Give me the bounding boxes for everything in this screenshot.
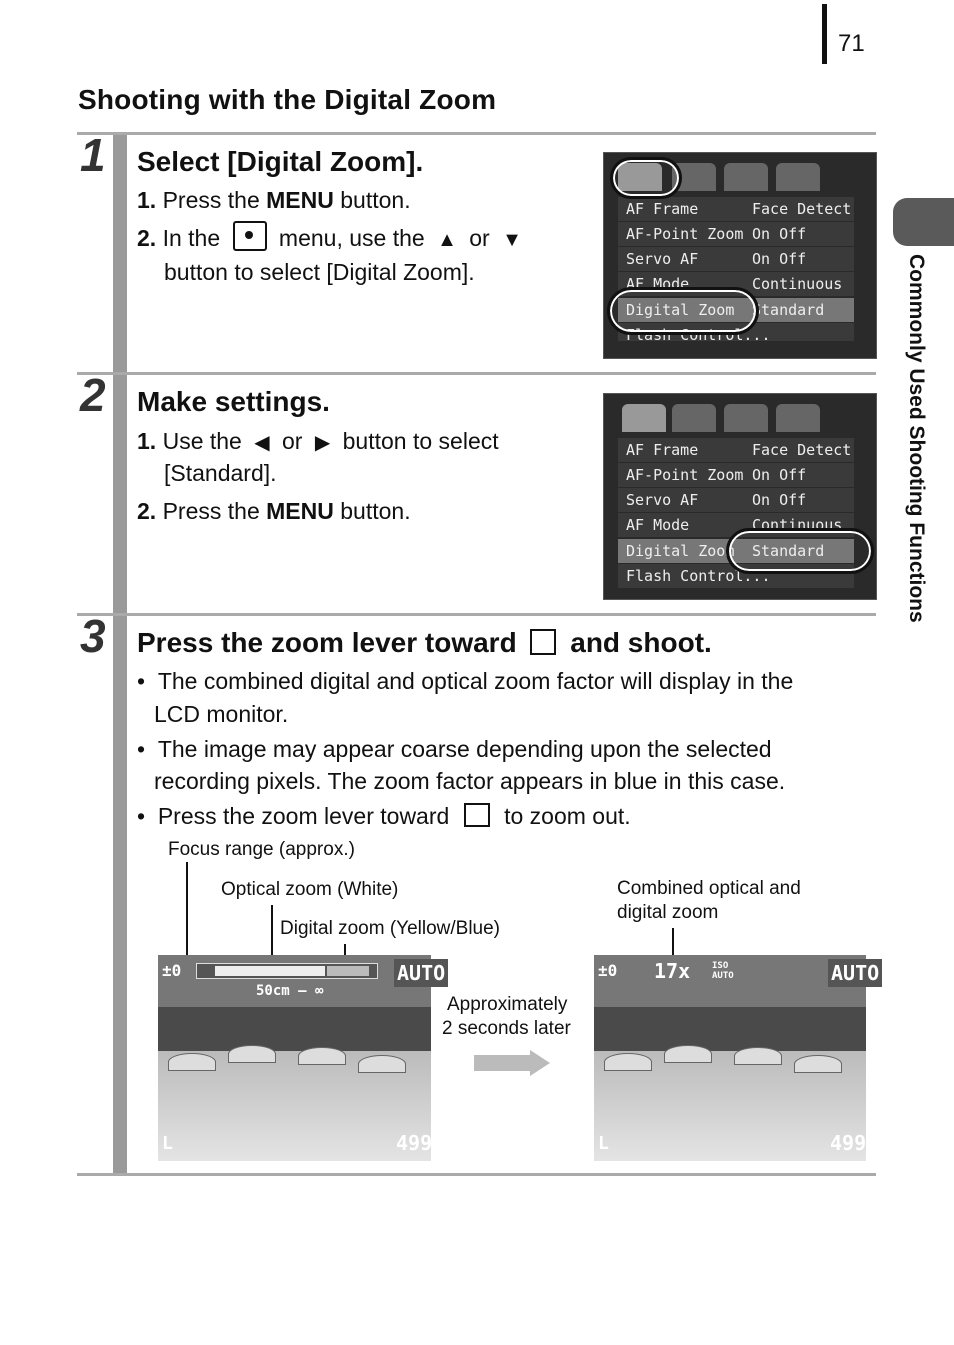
menu-row: AF Frame Face Detect <box>618 438 854 462</box>
hud-focus-range: 50cm – ∞ <box>256 983 324 999</box>
down-arrow-icon: ▼ <box>502 229 522 251</box>
step2-line3: 2. Press the MENU button. <box>137 498 411 524</box>
rule-step2 <box>77 372 876 375</box>
umbrella <box>298 1047 346 1065</box>
step3-bullet3: • Press the zoom lever toward to zoom out. <box>137 803 631 829</box>
side-tab-marker <box>893 198 954 246</box>
step3-bullet1: • The combined digital and optical zoom factor will display in the <box>137 668 794 694</box>
menu-row: Servo AF On Off <box>618 488 854 512</box>
digital-zoom-label: Digital zoom (Yellow/Blue) <box>280 918 501 939</box>
highlight-ellipse <box>610 157 682 199</box>
step1-line3: button to select [Digital Zoom]. <box>164 259 475 285</box>
menu-row: AF-Point Zoom On Off <box>618 463 854 487</box>
mycamera-tab-icon <box>724 404 768 432</box>
page-number: 71 <box>838 30 865 57</box>
digital-zoom-segment <box>327 966 369 976</box>
page-number-bar <box>822 4 827 64</box>
umbrella <box>664 1045 712 1063</box>
hud-ev: ±0 <box>162 961 182 980</box>
menu-row-selected: Digital Zoom Standard <box>618 298 854 322</box>
hud-image-size: L <box>598 1133 609 1154</box>
step3-bullet1-cont: LCD monitor. <box>154 701 289 727</box>
section-title: Shooting with the Digital Zoom <box>78 84 497 115</box>
umbrella <box>734 1047 782 1065</box>
tele-zoom-icon <box>530 629 556 655</box>
combined-zoom-label: Combined optical and <box>617 878 801 899</box>
rule-bottom <box>77 1173 876 1176</box>
hud-shots: 499 <box>830 1131 867 1155</box>
left-arrow-icon: ◀ <box>254 432 270 454</box>
step2-number: 2 <box>80 369 106 421</box>
umbrella <box>358 1055 406 1073</box>
hud-iso: ISO AUTO <box>712 961 734 981</box>
later-label-2: 2 seconds later <box>442 1018 571 1039</box>
star-tab-icon <box>776 163 820 191</box>
step1-line1: 1. Press the MENU button. <box>137 187 411 213</box>
optical-zoom-label: Optical zoom (White) <box>221 879 399 900</box>
step2-bar <box>113 375 127 613</box>
step1-number: 1 <box>80 129 106 181</box>
step1-bar <box>113 135 127 372</box>
menu-row: AF-Point Zoom On Off <box>618 222 854 246</box>
step3-bullet2-cont: recording pixels. The zoom factor appears in blue in this case. <box>154 768 786 794</box>
optical-zoom-segment <box>215 966 325 976</box>
rule-step3 <box>77 613 876 616</box>
umbrella <box>168 1053 216 1071</box>
arrow-right-head <box>530 1050 550 1076</box>
arrow-right-icon <box>474 1055 532 1071</box>
step3-number: 3 <box>80 610 106 662</box>
sea <box>158 1007 431 1053</box>
side-tab-text: Commonly Used Shooting Functions <box>905 254 928 623</box>
step3-bullet2: • The image may appear coarse depending upon the selected <box>137 736 772 762</box>
hud-auto: AUTO <box>394 959 448 987</box>
umbrella <box>604 1053 652 1071</box>
umbrella <box>228 1045 276 1063</box>
tools-tab-icon <box>672 404 716 432</box>
mycamera-tab-icon <box>724 163 768 191</box>
step2-line1: 1. Use the ◀ or ▶ button to select <box>137 425 499 459</box>
menu-row-selected: Digital Zoom Standard <box>618 539 854 563</box>
lcd-before <box>158 955 446 1161</box>
step2-title: Make settings. <box>137 386 330 417</box>
side-tab-label <box>900 254 928 714</box>
hud-shots: 499 <box>396 1131 433 1155</box>
menu-row: Servo AF On Off <box>618 247 854 271</box>
later-label: Approximately <box>447 994 568 1015</box>
wide-zoom-icon <box>464 803 490 827</box>
menu-row: AF Mode Continuous <box>618 513 854 537</box>
rule-top <box>77 132 876 135</box>
menu-row: AF Frame Face Detect <box>618 197 854 221</box>
lcd-after <box>594 955 880 1161</box>
camera-menu-icon <box>233 221 267 251</box>
highlight-ellipse <box>726 528 874 574</box>
menu-row: AF Mode Continuous <box>618 272 854 296</box>
leader-line <box>672 928 674 958</box>
menu-row: Flash Control... <box>618 323 854 341</box>
step1-line2: 2. In the menu, use the ▲ or ▼ <box>137 222 528 256</box>
step3-title: Press the zoom lever toward and shoot. <box>137 627 712 658</box>
hud-zoom-factor: 17x <box>654 959 691 983</box>
camera-tab-icon <box>622 404 666 432</box>
step2-menu-screen <box>603 393 877 600</box>
step2-line2: [Standard]. <box>164 460 277 486</box>
up-arrow-icon: ▲ <box>437 229 457 251</box>
hud-ev: ±0 <box>598 961 618 980</box>
menu-row: Flash Control... <box>618 564 854 588</box>
step1-menu-screen <box>603 152 877 359</box>
highlight-ellipse <box>607 287 759 335</box>
combined-zoom-label-2: digital zoom <box>617 902 719 923</box>
sea <box>594 1007 866 1053</box>
step1-title: Select [Digital Zoom]. <box>137 146 424 177</box>
right-arrow-icon: ▶ <box>314 432 331 454</box>
hud-auto: AUTO <box>828 959 882 987</box>
star-tab-icon <box>776 404 820 432</box>
step3-bar <box>113 616 127 1173</box>
focus-range-label: Focus range (approx.) <box>168 839 355 860</box>
zoom-bar <box>196 963 378 979</box>
hud-image-size: L <box>162 1133 173 1154</box>
umbrella <box>794 1055 842 1073</box>
